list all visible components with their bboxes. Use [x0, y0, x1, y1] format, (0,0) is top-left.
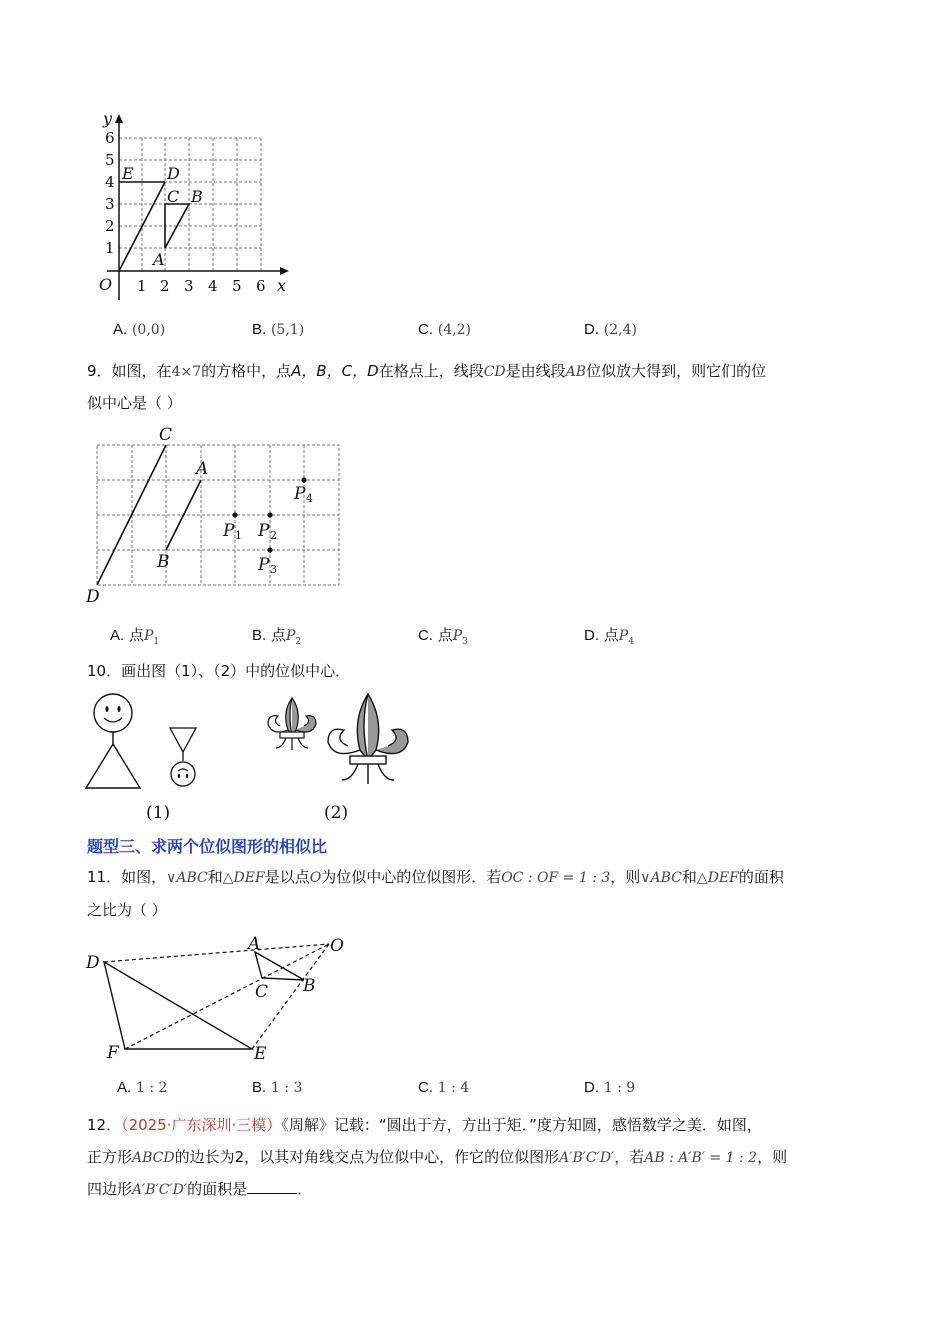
x-axis-arrow: [280, 267, 289, 275]
q8-option-a[interactable]: [113, 320, 165, 338]
math-grid-size: 4×7: [171, 364, 202, 380]
math-ratio: AB : A′B′ = 1 : 2: [644, 1150, 758, 1166]
option-letter: D.: [584, 1079, 599, 1096]
point-p2: [267, 512, 272, 517]
small-smiley-head: [171, 762, 195, 786]
large-fleur-de-lis: [328, 694, 408, 784]
label-p4-sub: 4: [306, 492, 313, 505]
text: 画出图（1）、（2）中的位似中心．: [121, 662, 351, 680]
point-names: A，B，C，D: [291, 362, 379, 380]
label-b: B: [157, 552, 170, 572]
label-a: A: [196, 459, 209, 479]
y-tick-labels: [105, 129, 115, 257]
triangle-def: [104, 962, 252, 1049]
section-heading: 题型三、求两个位似图形的相似比: [87, 837, 328, 856]
option-value: 1 : 2: [135, 1080, 168, 1096]
option-prefix: 点: [437, 626, 453, 644]
small-fleur-de-lis: [268, 698, 316, 750]
option-letter: C.: [418, 1079, 433, 1096]
dashed-do: [104, 944, 329, 962]
math-point-o: O: [309, 870, 322, 886]
text: 的边长为2，以其对角线交点为位似中心，作它的位似图形: [174, 1148, 560, 1166]
question-number: 12．: [87, 1116, 122, 1134]
q8-coordinate-graph: [85, 108, 305, 300]
option-subscript: 2: [295, 637, 302, 647]
q11-option-d[interactable]: [584, 1078, 635, 1096]
text: 为位似中心的位似图形．若: [321, 868, 502, 886]
point-c-label: C: [167, 187, 180, 206]
text: 的方格中，点: [201, 362, 292, 380]
y-axis-arrow: [115, 114, 123, 123]
q8-option-b[interactable]: [252, 320, 304, 338]
label-d: D: [86, 587, 100, 607]
large-triangle-body: [86, 744, 140, 788]
q11-option-c[interactable]: [418, 1078, 469, 1096]
option-value: 1 : 3: [270, 1080, 303, 1096]
q9-option-b[interactable]: [252, 624, 301, 647]
x-tick: 4: [208, 277, 218, 295]
label-e: E: [254, 1044, 267, 1064]
option-prefix: 点: [270, 626, 286, 644]
caption-1: (1): [146, 803, 171, 823]
math-triangle-abc: ∨ABC: [166, 870, 208, 886]
option-letter: C.: [418, 627, 433, 644]
option-letter: A.: [117, 1079, 132, 1096]
dashed-fo: [125, 944, 329, 1049]
option-subscript: 4: [628, 637, 634, 647]
text: 和: [207, 868, 223, 886]
math-segment-ab: AB: [565, 364, 587, 380]
text: ．: [297, 1180, 313, 1198]
option-letter: C.: [418, 321, 433, 338]
grid: [119, 138, 261, 271]
point-b-label: B: [191, 187, 203, 206]
option-subscript: 3: [462, 637, 468, 647]
math-figure-prime: A′B′C′D′: [132, 1182, 188, 1198]
point-p1: [232, 512, 237, 517]
text: 是以点: [264, 868, 310, 886]
option-value: (4,2): [437, 322, 471, 338]
source-tag: （2025·广东深圳·三模）: [121, 1116, 282, 1134]
text: 是由线段: [505, 362, 566, 380]
q9-option-c[interactable]: [418, 624, 468, 647]
option-symbol: P: [143, 628, 154, 644]
point-a-label: A: [153, 250, 165, 269]
label-b: B: [303, 976, 316, 996]
q11-option-b[interactable]: [252, 1078, 302, 1096]
option-letter: D.: [584, 627, 599, 644]
text: 正方形: [87, 1148, 133, 1166]
y-tick: 1: [105, 239, 115, 257]
q9-option-a[interactable]: [110, 624, 159, 647]
label-c: C: [159, 425, 173, 445]
question-number: 11．: [87, 868, 122, 886]
q12-stem-line3: [87, 1178, 312, 1201]
label-p1: P: [223, 521, 235, 541]
option-prefix: 点: [128, 626, 144, 644]
q11-triangle-figure: [82, 930, 362, 1070]
small-triangle-body: [170, 728, 196, 752]
label-o: O: [330, 936, 344, 956]
text: 和: [681, 868, 697, 886]
math-triangle-abc: ∨ABC: [640, 870, 682, 886]
label-f: F: [107, 1043, 119, 1063]
label-c: C: [255, 982, 269, 1002]
x-axis-label: x: [277, 276, 287, 295]
label-a: A: [248, 934, 261, 954]
option-value: (2,4): [603, 322, 637, 338]
question-number: 10．: [87, 662, 122, 680]
text: 四边形: [87, 1180, 133, 1198]
label-d: D: [86, 953, 100, 973]
smiley-head: [94, 694, 132, 732]
option-letter: B.: [252, 1079, 267, 1096]
x-tick: 5: [232, 277, 242, 295]
q10-figure-1: [82, 688, 222, 828]
point-p3: [267, 547, 272, 552]
q10-stem: [87, 660, 350, 682]
x-tick: 2: [160, 277, 170, 295]
text: 在格点上，线段: [378, 362, 484, 380]
option-value: 1 : 4: [437, 1080, 470, 1096]
x-tick: 3: [184, 277, 194, 295]
q11-option-a[interactable]: [117, 1078, 167, 1096]
math-ratio: OC : OF = 1 : 3: [501, 870, 611, 886]
math-triangle-def: △DEF: [222, 870, 265, 886]
math-triangle-def: △DEF: [696, 870, 739, 886]
label-p3-sub: 3: [270, 563, 277, 576]
option-letter: B.: [252, 321, 267, 338]
math-figure-prime: A′B′C′D′: [559, 1150, 615, 1166]
caption-2: (2): [324, 803, 349, 823]
text: 的面积是: [187, 1180, 248, 1198]
option-value: (0,0): [131, 322, 166, 338]
q8-option-c[interactable]: [418, 320, 471, 338]
q9-option-d[interactable]: [584, 624, 634, 647]
label-p2-sub: 2: [270, 529, 277, 542]
text: 如图，在: [111, 362, 172, 380]
segment-ab: [166, 480, 201, 550]
option-symbol: P: [618, 628, 629, 644]
option-letter: D.: [584, 321, 599, 338]
option-value: (5,1): [270, 322, 305, 338]
math-square-abcd: ABCD: [132, 1150, 175, 1166]
text: ，若: [614, 1148, 645, 1166]
text: 如图，: [121, 868, 167, 886]
option-letter: B.: [252, 627, 267, 644]
y-axis-label: y: [103, 109, 113, 128]
label-p2: P: [258, 521, 270, 541]
label-p1-sub: 1: [235, 529, 242, 542]
option-letter: A.: [113, 321, 128, 338]
option-value: 1 : 9: [603, 1080, 636, 1096]
text: 位似放大得到，则它们的位: [586, 362, 767, 380]
text: 的面积: [738, 868, 784, 886]
origin-label: O: [99, 275, 113, 294]
y-tick: 4: [105, 173, 115, 191]
q9-stem-line1: [87, 360, 877, 383]
x-tick: 6: [256, 277, 266, 295]
label-p3: P: [258, 555, 270, 575]
text: 《周解》记载：“圆出于方，方出于矩．”度方知圆，感悟数学之美．如图，: [281, 1116, 762, 1134]
q11-stem-line1: [87, 866, 877, 889]
y-tick: 2: [105, 217, 115, 235]
point-d-label: D: [167, 164, 180, 183]
option-subscript: 1: [153, 637, 160, 647]
y-tick: 3: [105, 195, 115, 213]
q9-grid-figure: [82, 420, 357, 610]
y-tick: 6: [105, 129, 115, 147]
q12-stem-line1: [87, 1114, 877, 1136]
option-symbol: P: [452, 628, 463, 644]
q10-figure-2: [262, 688, 422, 828]
option-symbol: P: [285, 628, 296, 644]
option-letter: A.: [110, 627, 125, 644]
label-p4: P: [294, 484, 306, 504]
option-prefix: 点: [603, 626, 619, 644]
y-tick: 5: [105, 151, 115, 169]
q11-stem-line2: 之比为（ ）: [87, 901, 167, 919]
answer-blank[interactable]: [247, 1179, 297, 1194]
text: ，则: [757, 1148, 788, 1166]
question-number: 9．: [87, 362, 112, 380]
x-tick: 1: [137, 277, 147, 295]
text: ，则: [610, 868, 641, 886]
q12-stem-line2: [87, 1146, 877, 1169]
q8-option-d[interactable]: [584, 320, 637, 338]
point-e-label: E: [122, 164, 134, 183]
point-p4: [301, 477, 306, 482]
q9-stem-line2: 似中心是（ ）: [87, 394, 182, 412]
x-tick-labels: [137, 277, 266, 295]
math-segment-cd: CD: [483, 364, 506, 380]
triangle-abc: [255, 952, 304, 980]
